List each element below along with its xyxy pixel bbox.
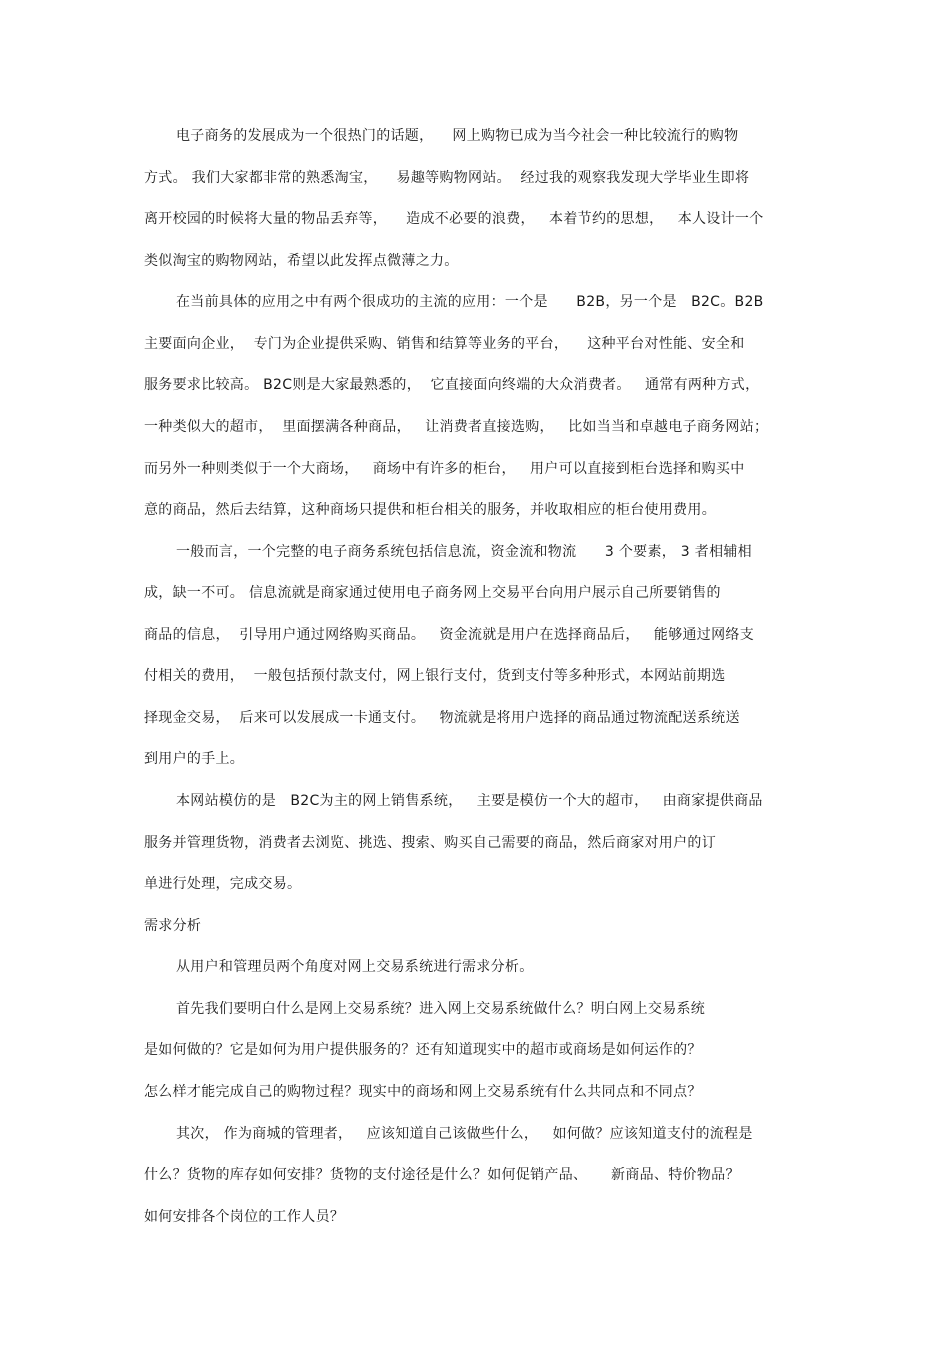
paragraph-line: 一种类似大的超市， 里面摆满各种商品， 让消费者直接选购， 比如当当和卓越电子商务网站； xyxy=(144,419,769,435)
paragraph-line: 服务要求比较高。 B2C则是大家最熟悉的， 它直接面向终端的大众消费者。 通常有两种方式， xyxy=(144,377,760,393)
paragraph-line: 主要面向企业， 专门为企业提供采购、销售和结算等业务的平台， 这种平台对性能、安全和 xyxy=(144,336,745,352)
paragraph-line: 本网站模仿的是 B2C为主的网上销售系统， 主要是模仿一个大的超市， 由商家提供商品 xyxy=(176,793,763,809)
paragraph-line: 是如何做的？它是如何为用户提供服务的？还有知道现实中的超市或商场是如何运作的？ xyxy=(144,1042,702,1058)
paragraph-line: 电子商务的发展成为一个很热门的话题， 网上购物已成为当今社会一种比较流行的购物 xyxy=(176,128,739,144)
paragraph-line: 首先我们要明白什么是网上交易系统？进入网上交易系统做什么？明白网上交易系统 xyxy=(176,1001,706,1017)
paragraph-line: 在当前具体的应用之中有两个很成功的主流的应用：一个是 B2B，另一个是 B2C。B2B xyxy=(176,294,764,310)
paragraph-line: 择现金交易， 后来可以发展成一卡通支付。 物流就是将用户选择的商品通过物流配送系统送 xyxy=(144,710,740,726)
paragraph-line: 怎么样才能完成自己的购物过程？现实中的商场和网上交易系统有什么共同点和不同点？ xyxy=(144,1084,702,1100)
paragraph-line: 什么？货物的库存如何安排？货物的支付途径是什么？如何促销产品、 新商品、特价物品？ xyxy=(144,1167,740,1183)
paragraph-line: 成，缺一不可。 信息流就是商家通过使用电子商务网上交易平台向用户展示自己所要销售的 xyxy=(144,585,721,601)
paragraph-line: 离开校园的时候将大量的物品丢弃等， 造成不必要的浪费， 本着节约的思想， 本人设计一个 xyxy=(144,211,764,227)
paragraph-line: 意的商品，然后去结算，这种商场只提供和柜台相关的服务，并收取相应的柜台使用费用。 xyxy=(144,502,716,518)
section-heading: 需求分析 xyxy=(144,918,202,934)
paragraph-line: 单进行处理，完成交易。 xyxy=(144,876,302,892)
paragraph-line: 付相关的费用， 一般包括预付款支付，网上银行支付，货到支付等多种形式，本网站前期选 xyxy=(144,668,726,684)
paragraph-line: 商品的信息， 引导用户通过网络购买商品。 资金流就是用户在选择商品后， 能够通过网络支 xyxy=(144,627,754,643)
paragraph-line: 方式。 我们大家都非常的熟悉淘宝， 易趣等购物网站。 经过我的观察我发现大学毕业生即将 xyxy=(144,170,750,186)
paragraph-line: 从用户和管理员两个角度对网上交易系统进行需求分析。 xyxy=(176,959,534,975)
paragraph-line: 其次， 作为商城的管理者， 应该知道自己该做些什么， 如何做？应该知道支付的流程是 xyxy=(176,1126,753,1142)
paragraph-line: 而另外一种则类似于一个大商场， 商场中有许多的柜台， 用户可以直接到柜台选择和购买中 xyxy=(144,461,745,477)
paragraph-line: 到用户的手上。 xyxy=(144,751,245,767)
paragraph-line: 一般而言，一个完整的电子商务系统包括信息流，资金流和物流 3 个要素， 3 者相辅相 xyxy=(176,544,752,560)
paragraph-line: 服务并管理货物，消费者去浏览、挑选、搜索、购买自己需要的商品，然后商家对用户的订 xyxy=(144,835,716,851)
paragraph-line: 如何安排各个岗位的工作人员？ xyxy=(144,1209,345,1225)
paragraph-line: 类似淘宝的购物网站，希望以此发挥点微薄之力。 xyxy=(144,253,459,269)
